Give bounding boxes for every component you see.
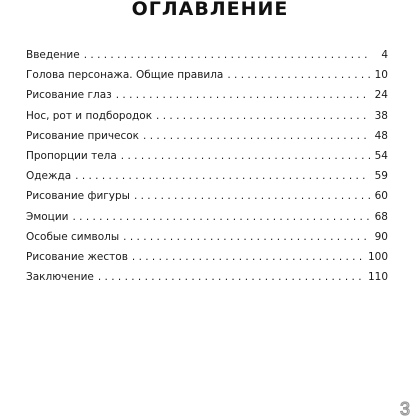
page-title: ОГЛАВЛЕНИЕ [131,0,289,20]
toc-entry-title: Эмоции [26,210,69,223]
toc-entry [26,247,388,267]
toc-entry [26,85,388,105]
toc-entry-leader [227,65,370,85]
toc-entry-leader [84,45,370,65]
toc-entry-title: Рисование фигуры [26,190,130,203]
toc-entry-page: 4 [381,49,388,61]
toc-entry-page: 100 [367,250,388,263]
toc-entry-page: 24 [374,89,388,102]
toc-entry-page: 60 [374,190,388,203]
toc-entry [26,166,388,186]
toc-entry-title: Одежда [26,170,72,183]
toc-entry-title: Рисование причесок [26,129,140,142]
toc-entry-leader [143,126,370,146]
toc-entry-leader [123,227,370,247]
toc-entry-leader [98,267,364,287]
toc-entry [26,267,388,287]
toc-entry-page: 59 [374,170,388,183]
toc-entry-page: 54 [374,149,388,162]
toc-entry [26,126,388,146]
toc-entry-title: Нос, рот и подбородок [26,109,153,122]
toc-entry-title: Введение [26,49,80,61]
toc-entry-page: 38 [374,109,388,122]
toc-entry [26,45,388,65]
toc-entry [26,146,388,166]
toc-entry-page: 68 [374,210,388,223]
toc-entry-page: 110 [367,271,388,284]
toc-entry [26,227,388,247]
toc-entry-page: 90 [374,230,388,243]
toc-entry-title: Рисование жестов [26,250,128,263]
toc-entry-leader [121,146,370,166]
toc-entry-page: 48 [374,129,388,142]
toc-entry-title: Особые символы [26,230,120,243]
toc-entry-title: Рисование глаз [26,89,112,102]
toc-entry-leader [156,106,370,126]
toc-entry-title: Голова персонажа. Общие правила [26,69,224,82]
toc-entry-title: Заключение [26,271,94,284]
toc-entry-title: Пропорции тела [26,149,117,162]
toc-entry-leader [75,166,370,186]
toc-list [26,45,388,287]
page-number: 3 [399,399,410,419]
toc-entry [26,106,388,126]
toc-entry [26,207,388,227]
toc-entry-page: 10 [374,69,388,82]
toc-entry-leader [72,207,370,227]
toc-entry-leader [132,247,364,267]
toc-entry [26,65,388,85]
toc-entry-leader [134,186,370,206]
toc-entry [26,186,388,206]
toc-entry-leader [116,85,370,105]
